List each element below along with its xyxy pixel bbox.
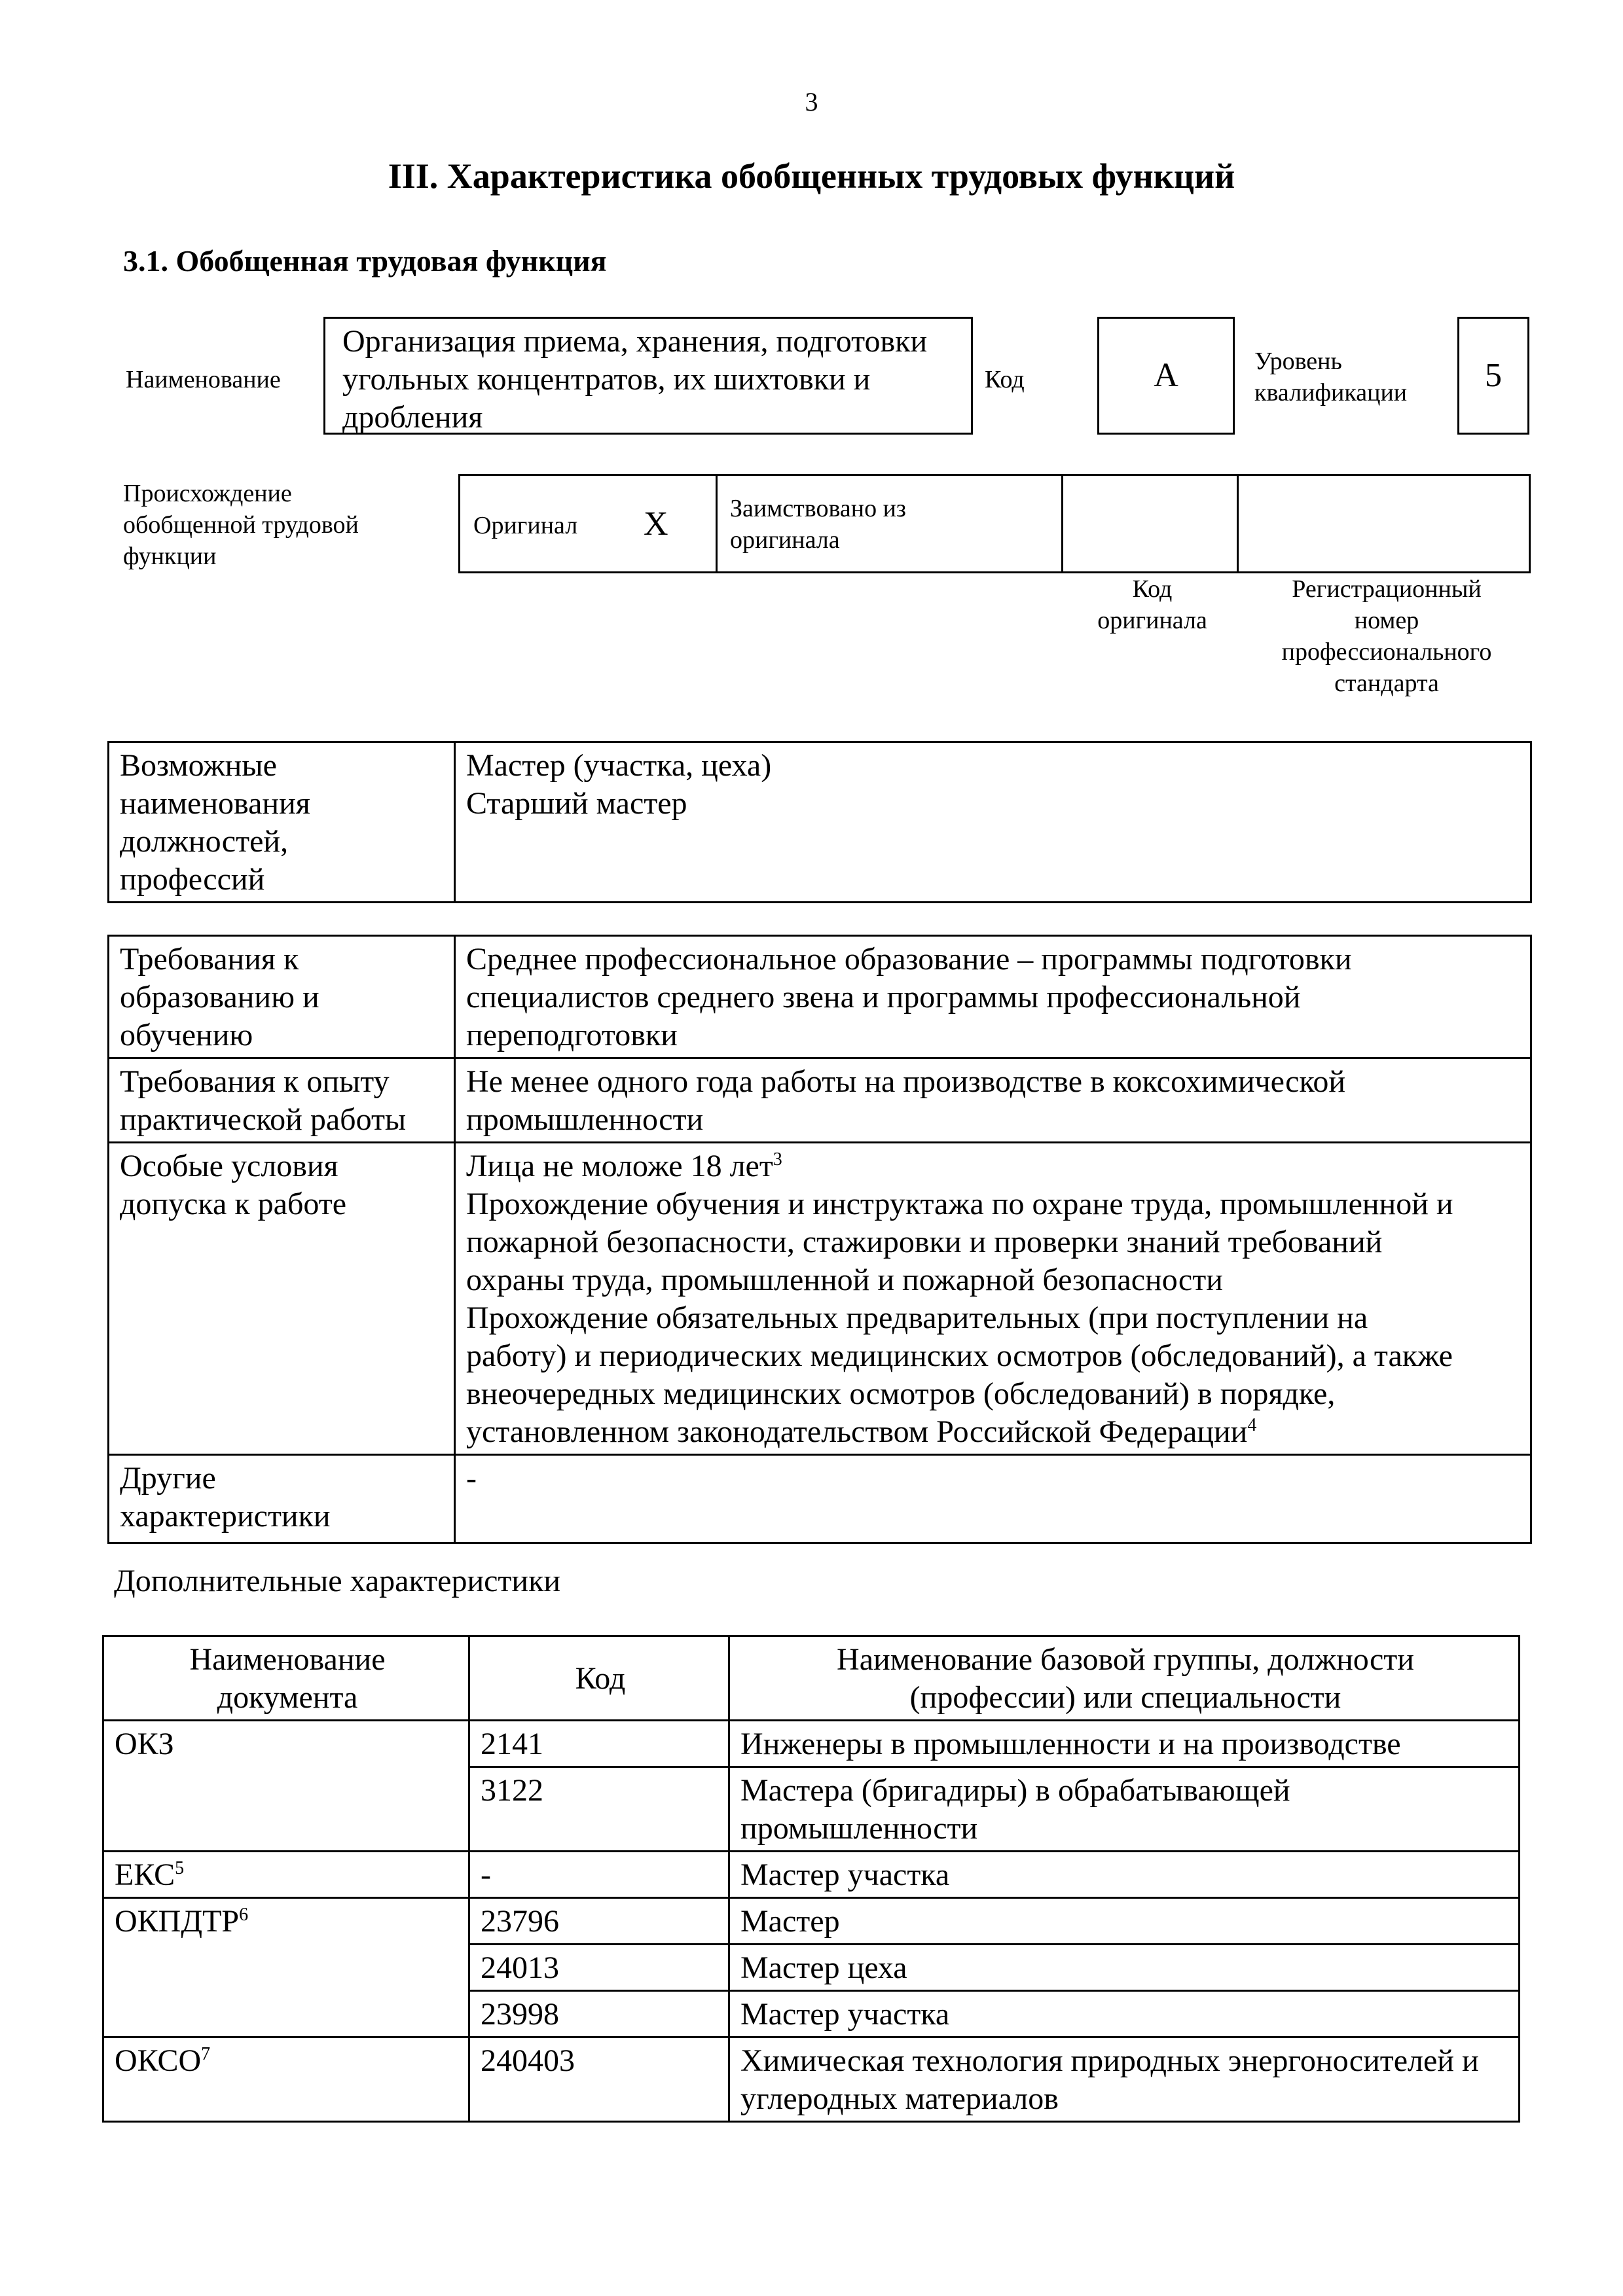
table-row — [103, 1852, 1520, 1898]
footnote-ref: 3 — [773, 1149, 782, 1170]
caption-code-original — [1074, 573, 1231, 636]
name-line: Мастер участка — [740, 1997, 950, 2032]
value-line: специалистов среднего звена и программы профессиональной — [466, 980, 1301, 1014]
table-row — [109, 1058, 1531, 1143]
positions-table — [107, 741, 1532, 903]
value-line: Прохождение обучения и инструктажа по охране труда, промышленной и — [466, 1187, 1453, 1221]
borrowed-label-line: оригинала — [730, 526, 840, 554]
name-line: промышленности — [740, 1811, 978, 1846]
value-line: охраны труда, промышленной и пожарной безопасности — [466, 1263, 1223, 1297]
doc-name: ЕКС — [115, 1857, 175, 1892]
name-line: Мастера (бригадиры) в обрабатывающей — [740, 1773, 1290, 1808]
name-cell — [729, 1898, 1520, 1945]
origin-label — [123, 478, 359, 572]
code-value: А — [1154, 357, 1178, 394]
page-number: 3 — [805, 87, 818, 117]
header-code: Код — [469, 1636, 729, 1721]
requirement-value — [455, 1058, 1531, 1143]
code-cell: 240403 — [469, 2037, 729, 2122]
code-cell: 3122 — [469, 1767, 729, 1852]
footnote-ref: 4 — [1247, 1415, 1257, 1435]
name-line: Мастер — [740, 1904, 840, 1939]
footnote-ref: 5 — [175, 1858, 185, 1878]
code-cell: 23998 — [469, 1991, 729, 2037]
code-cell: 2141 — [469, 1721, 729, 1767]
code-cell: 23796 — [469, 1898, 729, 1945]
doc-cell — [103, 1721, 469, 1852]
additional-table — [102, 1635, 1520, 2123]
caption-line: оригинала — [1097, 607, 1207, 634]
value-line — [466, 1147, 1522, 1185]
caption-line: Код — [1132, 575, 1173, 603]
name-cell — [729, 1991, 1520, 2037]
requirement-label — [109, 1143, 455, 1455]
value-line: Не менее одного года работы на производстве в коксохимической — [466, 1064, 1346, 1099]
label-line: Возможные — [120, 748, 277, 783]
header-line: (профессии) или специальности — [909, 1680, 1341, 1715]
name-line: Мастер цеха — [740, 1950, 907, 1985]
value-line: внеочередных медицинских осмотров (обследований) в порядке, — [466, 1376, 1336, 1411]
borrowed-label-line: Заимствовано из — [730, 495, 906, 522]
table-row — [103, 2037, 1520, 2122]
label-line: Требования к опыту — [120, 1064, 390, 1099]
function-name-box — [323, 317, 973, 435]
name-cell — [729, 1945, 1520, 1991]
origin-label-line: Происхождение — [123, 480, 292, 507]
doc-cell — [103, 2037, 469, 2122]
header-doc — [103, 1636, 469, 1721]
header-line: Наименование — [189, 1642, 386, 1677]
footnote-ref: 6 — [239, 1905, 249, 1925]
label-line: профессий — [120, 862, 265, 897]
level-value-box — [1457, 317, 1529, 435]
name-line: Инженеры в промышленности и на производстве — [740, 1727, 1401, 1761]
name-line: Химическая технология природных энергоносителей и — [740, 2043, 1479, 2078]
label-line: характеристики — [120, 1499, 331, 1534]
name-cell — [729, 1767, 1520, 1852]
header-line: Наименование базовой группы, должности — [837, 1642, 1414, 1677]
table-row — [109, 742, 1531, 903]
label-line: Другие — [120, 1461, 216, 1496]
requirement-label — [109, 1058, 455, 1143]
origin-table — [458, 474, 1531, 573]
doc-name: ОКСО — [115, 2043, 202, 2078]
subsection-title: 3.1. Обобщенная трудовая функция — [123, 244, 607, 278]
doc-name: ОКЗ — [115, 1727, 174, 1761]
requirement-value — [455, 1143, 1531, 1455]
name-cell — [729, 2037, 1520, 2122]
label-line: наименования — [120, 786, 310, 821]
name-cell — [729, 1721, 1520, 1767]
table-row — [109, 1455, 1531, 1543]
positions-value — [455, 742, 1531, 903]
requirement-value — [455, 936, 1531, 1058]
function-name-line: дробления — [342, 400, 483, 435]
doc-cell — [103, 1852, 469, 1898]
value-line: промышленности — [466, 1102, 704, 1137]
section-title: III. Характеристика обобщенных трудовых функций — [388, 156, 1235, 196]
code-cell: - — [469, 1852, 729, 1898]
code-value-box — [1097, 317, 1235, 435]
requirement-label — [109, 1455, 455, 1543]
original-label: Оригинал — [473, 512, 578, 539]
value-line: Среднее профессиональное образование – программы подготовки — [466, 942, 1352, 977]
name-cell — [729, 1852, 1520, 1898]
additional-heading: Дополнительные характеристики — [114, 1564, 561, 1598]
borrowed-label — [730, 493, 906, 556]
level-label-line: квалификации — [1254, 379, 1408, 406]
value-line: работу) и периодических медицинских осмотров (обследований), а также — [466, 1338, 1453, 1373]
name-label: Наименование — [126, 366, 281, 393]
header-name — [729, 1636, 1520, 1721]
table-header-row — [103, 1636, 1520, 1721]
function-name-line: угольных концентратов, их шихтовки и — [342, 362, 871, 397]
footnote-ref: 7 — [201, 2044, 211, 2064]
table-row — [103, 1721, 1520, 1767]
label-line: Особые условия — [120, 1149, 338, 1183]
caption-line: стандарта — [1334, 670, 1439, 697]
value-line: пожарной безопасности, стажировки и проверки знаний требований — [466, 1225, 1383, 1259]
requirements-table — [107, 935, 1532, 1544]
label-line: обучению — [120, 1018, 253, 1052]
level-label-line: Уровень — [1254, 348, 1342, 375]
value-line: переподготовки — [466, 1018, 678, 1052]
caption-registration — [1243, 573, 1531, 699]
label-line: допуска к работе — [120, 1187, 347, 1221]
label-line: должностей, — [120, 824, 289, 859]
value-line: Старший мастер — [466, 786, 687, 821]
doc-name: ОКПДТР — [115, 1904, 240, 1939]
header-line: документа — [217, 1680, 358, 1715]
origin-label-line: функции — [123, 543, 217, 570]
value-line: Мастер (участка, цеха) — [466, 748, 772, 783]
code-label: Код — [985, 366, 1025, 393]
level-label — [1254, 346, 1407, 408]
value-line — [466, 1413, 1522, 1451]
name-line: Мастер участка — [740, 1857, 950, 1892]
table-row — [109, 936, 1531, 1058]
caption-line: Регистрационный — [1292, 575, 1482, 603]
caption-line: номер — [1354, 607, 1419, 634]
value-text: установленном законодательством Российской Федерации — [466, 1414, 1248, 1449]
function-name-line: Организация приема, хранения, подготовки — [342, 324, 928, 359]
label-line: Требования к — [120, 942, 299, 977]
requirement-value — [455, 1455, 1531, 1543]
doc-cell — [103, 1898, 469, 2037]
name-line: углеродных материалов — [740, 2081, 1059, 2116]
origin-label-line: обобщенной трудовой — [123, 511, 359, 539]
value-text: Лица не моложе 18 лет — [466, 1149, 773, 1183]
table-row — [109, 1143, 1531, 1455]
label-line: образованию и — [120, 980, 319, 1014]
value-line: Прохождение обязательных предварительных (при поступлении на — [466, 1300, 1368, 1335]
level-value: 5 — [1485, 357, 1502, 394]
label-line: практической работы — [120, 1102, 407, 1137]
positions-label — [109, 742, 455, 903]
table-row — [103, 1898, 1520, 1945]
code-cell: 24013 — [469, 1945, 729, 1991]
requirement-label — [109, 936, 455, 1058]
original-mark: X — [644, 505, 668, 543]
value-line: - — [466, 1461, 477, 1496]
caption-line: профессионального — [1281, 638, 1492, 666]
